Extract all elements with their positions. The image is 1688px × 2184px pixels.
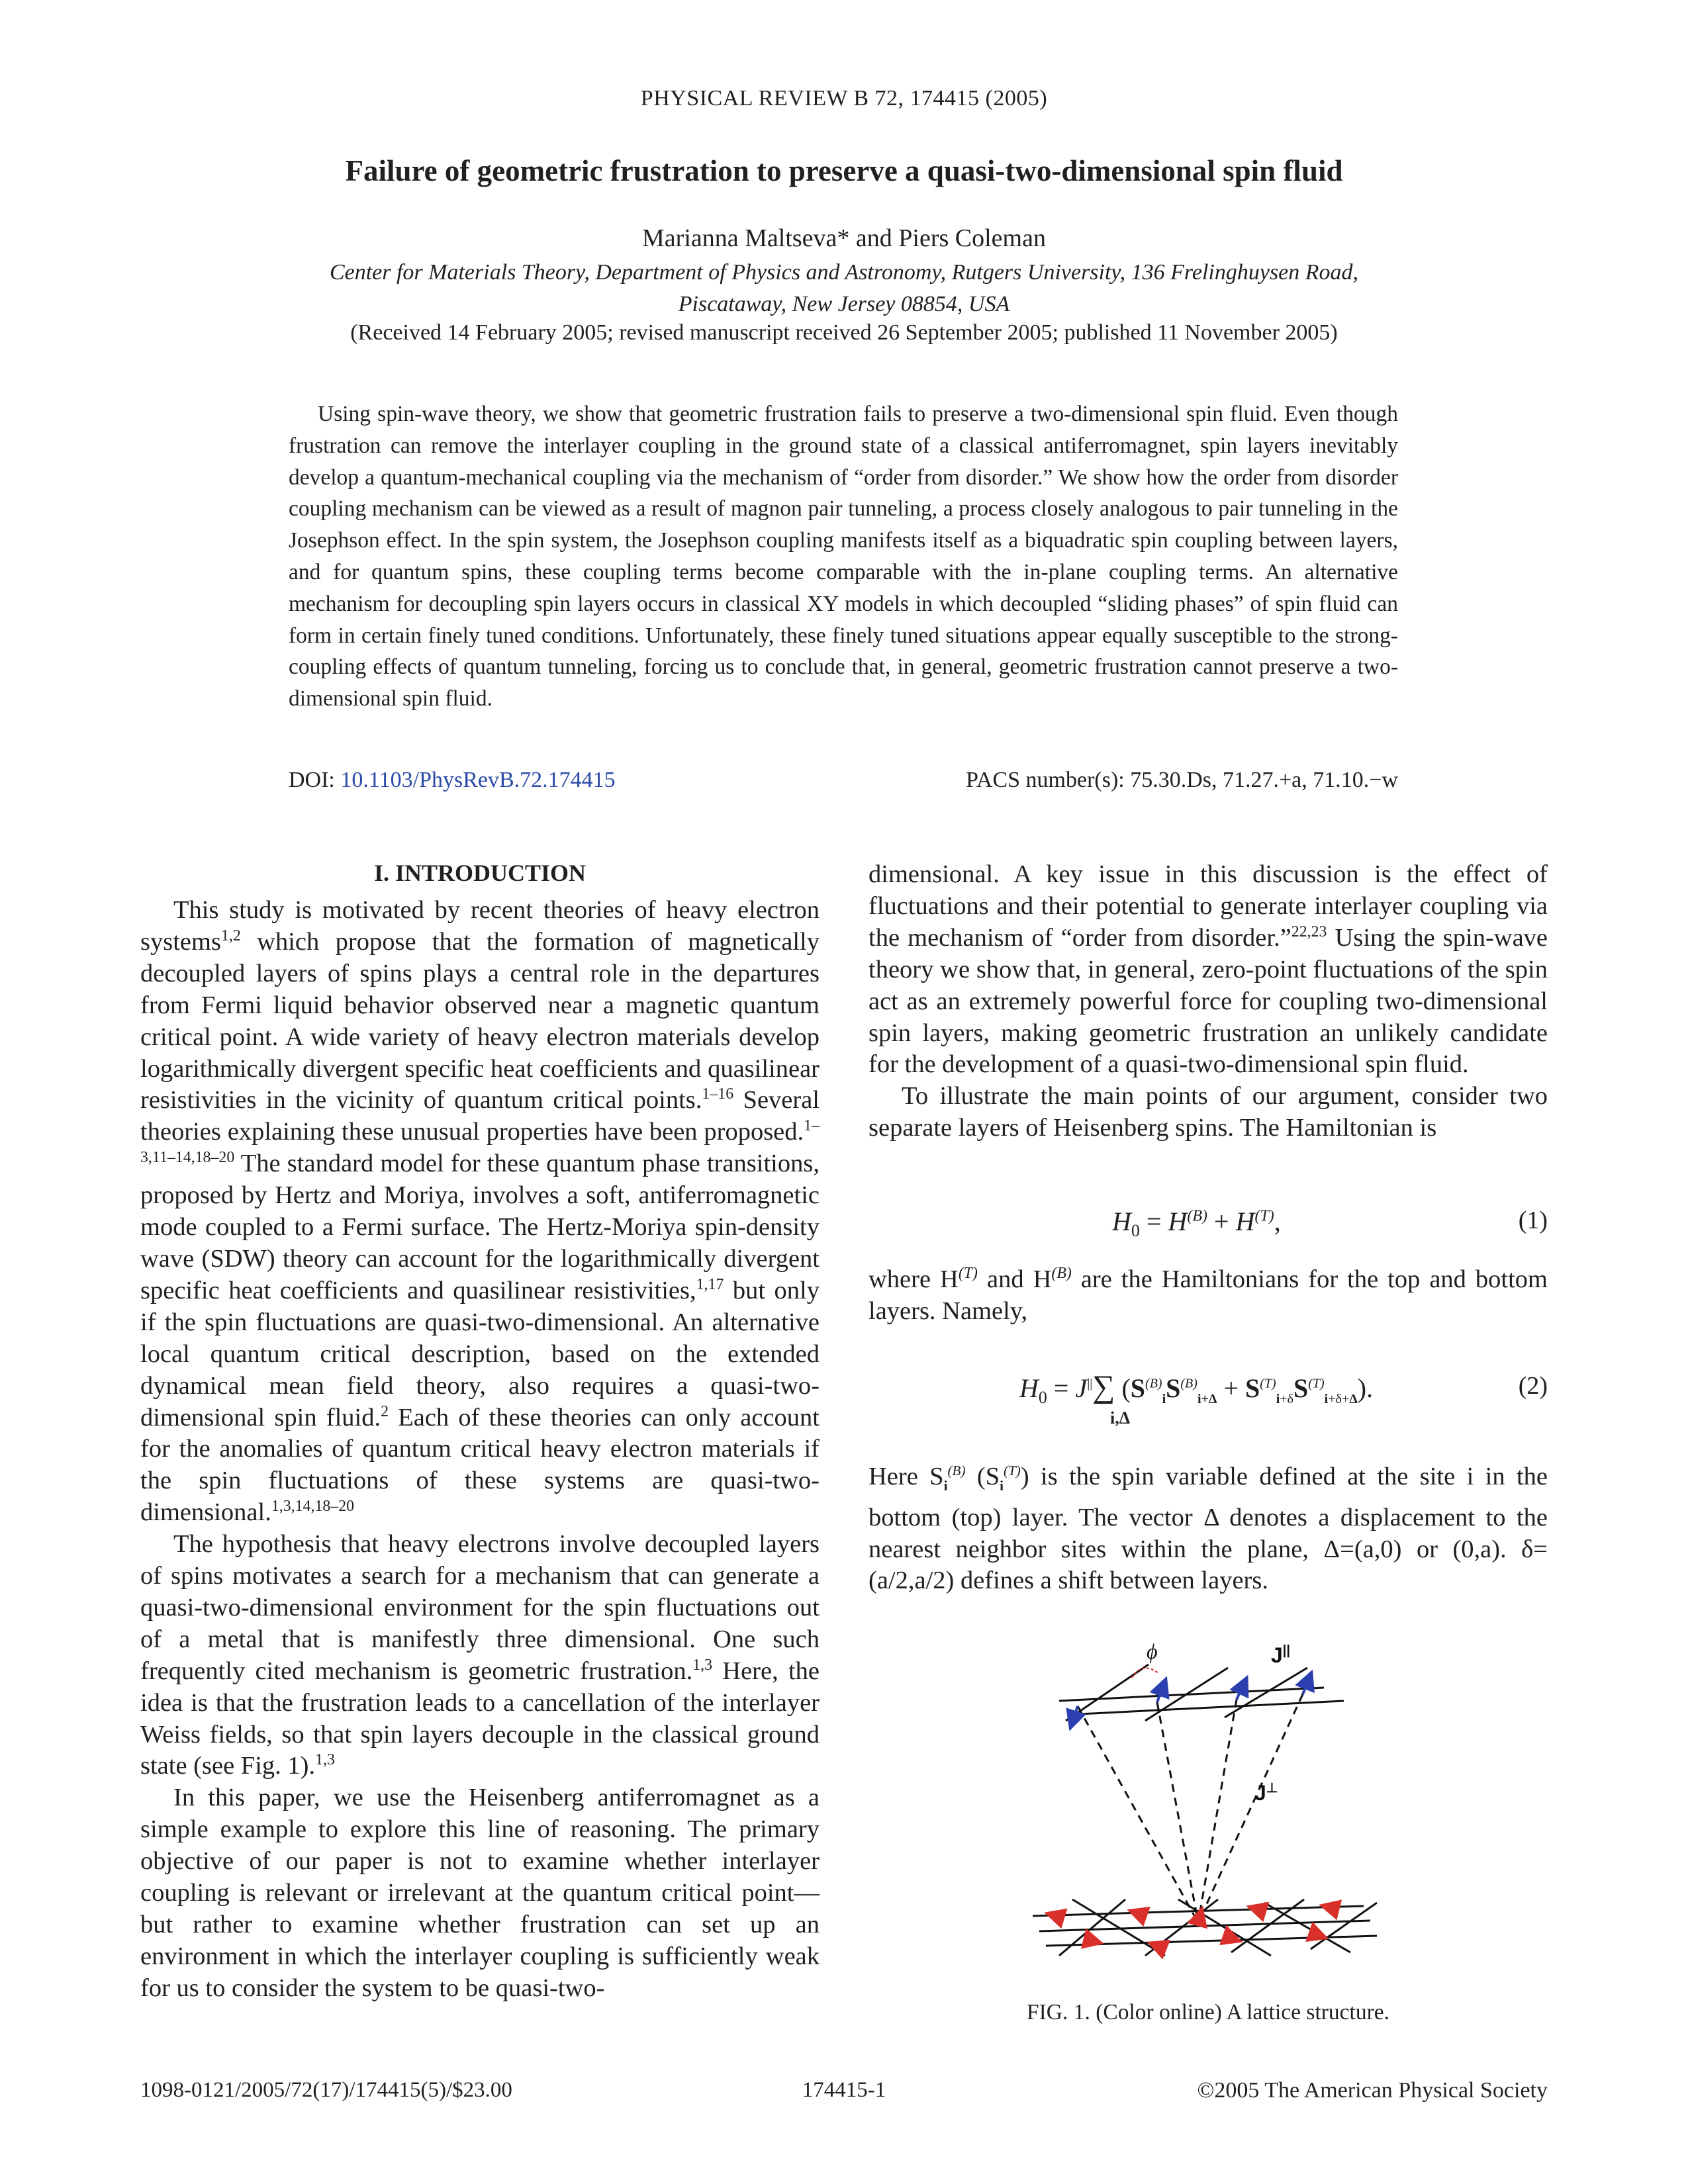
citation[interactable]: 1,3,14,18–20 [271,1498,355,1516]
section-heading: I. INTRODUCTION [373,860,586,886]
equation-1-number: (1) [1518,1206,1548,1234]
received-dates: (Received 14 February 2005; revised manuscript received 26 September 2005; published 11 November 2005) [350,320,1338,345]
top-layer-spins [1071,1674,1311,1726]
citation[interactable]: 1,3 [315,1751,335,1769]
equation-2-number: (2) [1518,1372,1548,1400]
equation-2: $H_0 = J^{||}\sum$ $(S^{(B)}_iS^{(B)}_{i+\Delta} + S^{(T)}_{i+\delta}S^{(T)}_{i+\delta+\Delta})$. i,Δ [1019,1369,1374,1428]
citation[interactable]: 1,17 [696,1276,724,1294]
right-paragraph-2: To illustrate the main points of our argument, consider two separate layers of Heisenberg spins. The Hamiltonian is [868,1082,1548,1142]
citation[interactable]: 1,3 [692,1656,713,1674]
right-column-middle [868,1264,1548,1328]
equation-1: $H_0 = H^{(B)} + H^{(T)}$, [1112,1206,1281,1240]
affiliation-line-1: Center for Materials Theory, Department of Physics and Astronomy, Rutgers University, 136 Frelinghuysen Road, [329,260,1359,285]
right-paragraph-1: dimensional. A key issue in this discussion is the effect of fluctuations and their potential to generate interlayer coupling via the mechanism of “order from disorder.”$^{22,23}$ Using the spin-wave theory we show that, in general, zero-point fluctuations of the spin act as an extremely powerful force for coupling two-dimensional spin layers, making geometric frustration an unlikely candidate for the development of a quasi-two-dimensional spin fluid. [868,860,1548,1079]
affiliation [0,257,1688,320]
citation[interactable]: 1,2 [220,927,241,945]
pacs-numbers: PACS number(s): 75.30.Ds, 71.27.+a, 71.10.−w [966,768,1398,792]
right-paragraph-3: where $H^{(T)}$ and $H^{(B)}$ are the Hamiltonians for the top and bottom layers. Namely, [868,1265,1548,1325]
j-perp-label: J⊥ [1254,1781,1278,1805]
paper-title: Failure of geometric frustration to preserve a quasi-two-dimensional spin fluid [345,154,1343,187]
angle-arc [1132,1668,1158,1678]
figure-1-lattice [1033,1615,1390,1972]
right-paragraph-4: Here $S_i^{(B)}$ $(S_i^{(T)})$ is the spin variable defined at the site i in the bottom (top) layer. The vector Δ denotes a displacement to the nearest neighbor sites within the plane, Δ=(a,0) or (0,a). δ=(a/2,a/2) defines a shift between layers. [868,1463,1548,1595]
footer-page-number: 174415-1 [802,2078,886,2102]
footer-copyright: ©2005 The American Physical Society [1197,2078,1548,2103]
affiliation-line-2: Piscataway, New Jersey 08854, USA [678,292,1010,316]
doi-label: DOI: [289,768,335,792]
bottom-layer-grid [1033,1899,1377,1956]
intro-paragraph-2: The hypothesis that heavy electrons involve decoupled layers of spins motivates a search for a mechanism that can generate a quasi-two-dimensional environment for the spin fluctuations out of a metal that is manifestly three dimensional. One such frequently cited mechanism is geometric frustration.$^{1,3}$ Here, the idea is that the frustration leads to a cancellation of the interlayer Weiss fields, so that spin layers decouple in the classical ground state (see Fig. 1).$^{1,3}$ [140,1530,820,1780]
phi-label: ϕ [1147,1639,1158,1663]
footer-issn: 1098-0121/2005/72(17)/174415(5)/$23.00 [140,2078,512,2102]
journal-header: PHYSICAL REVIEW B 72, 174415 (2005) [640,86,1048,111]
authors: Marianna Maltseva* and Piers Coleman [642,224,1046,252]
j-parallel-label: J|| [1271,1643,1290,1667]
abstract: Using spin-wave theory, we show that geometric frustration fails to preserve a two-dimensional spin fluid. Even though frustration can remove the interlayer coupling in the ground state of a classical antiferromagnet, spin layers inevitably develop a quantum-mechanical coupling via the mechanism of “order from disorder.” We show how the order from disorder coupling mechanism can be viewed as a result of magnon pair tunneling, a process closely analogous to pair tunneling in the Josephson effect. In the spin system, the Josephson coupling manifests itself as a biquadratic spin coupling between layers, and for quantum spins, these coupling terms become comparable with the in-plane coupling terms. An alternative mechanism for decoupling spin layers occurs in classical XY models in which decoupled “sliding phases” of spin fluid can form in certain finely tuned conditions. Unfortunately, these finely tuned situations appear equally susceptible to the strong-coupling effects of quantum tunneling, forcing us to conclude that, in general, geometric frustration cannot preserve a two-dimensional spin fluid. [289,402,1398,711]
right-column-bottom [868,1461,1548,1597]
citation[interactable]: 1–16 [702,1085,734,1103]
top-layer-grid [1059,1664,1344,1721]
left-column [140,895,820,2005]
right-column-top [868,859,1548,1144]
figure-1-caption: FIG. 1. (Color online) A lattice structure. [1027,2000,1389,2025]
doi-line [289,768,616,793]
intro-paragraph-3: In this paper, we use the Heisenberg antiferromagnet as a simple example to explore this line of reasoning. The primary objective of our paper is not to examine whether interlayer coupling is relevant or irrelevant at the quantum critical point—but rather to examine whether frustration can set up an environment in which the interlayer coupling is sufficiently weak for us to consider the system to be quasi-two- [140,1784,820,2002]
interlayer-bonds [1078,1694,1303,1923]
doi-link[interactable]: 10.1103/PhysRevB.72.174415 [340,768,616,792]
intro-paragraph-1: This study is motivated by recent theories of heavy electron systems$^{1,2}$ which propose that the formation of magnetically decoupled layers of spins plays a central role in the departures from Fermi liquid behavior observed near a magnetic quantum critical point. A wide variety of heavy electron materials develop logarithmically divergent specific heat coefficients and quasilinear resistivities in the vicinity of quantum critical points.$^{1-16}$ Several theories explaining these unusual properties have been proposed.$^{1-3,11-14,18-20}$ The standard model for these quantum phase transitions, proposed by Hertz and Moriya, involves a soft, antiferromagnetic mode coupled to a Fermi surface. The Hertz-Moriya spin-density wave (SDW) theory can account for the logarithmically divergent specific heat coefficients and quasilinear resistivities,$^{1,17}$ but only if the spin fluctuations are quasi-two-dimensional. An alternative local quantum critical description, based on the extended dynamical mean field theory, also requires a quasi-two-dimensional spin fluid.$^2$ Each of these theories can only account for the anomalies of quantum critical heavy electron materials if the spin fluctuations of these systems are quasi-two-dimensional.$^{1,3,14,18-20}$ [140,896,820,1527]
citation[interactable]: 2 [381,1402,389,1420]
citation[interactable]: 1–3,11–14,18–20 [140,1117,820,1167]
citation[interactable]: 22,23 [1291,923,1327,940]
